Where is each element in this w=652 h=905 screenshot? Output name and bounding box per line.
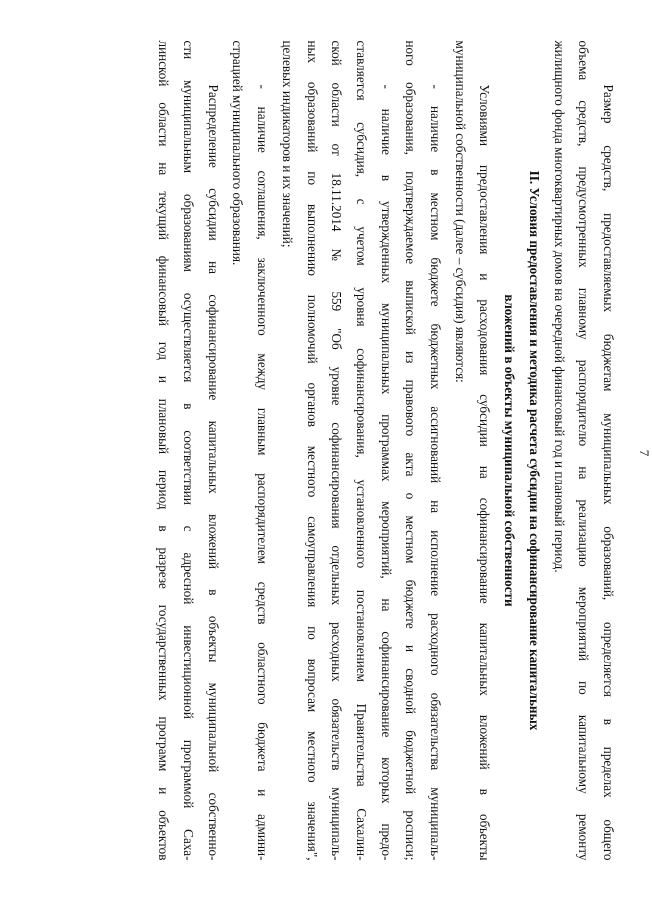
document-body [151, 40, 620, 860]
paragraph-line: муниципальной собственности (далее – субсидия) являются: [452, 40, 468, 383]
paragraph-line: Размер средств, предоставляемых бюджетам муниципальных образований, определяется в пределах общего [601, 84, 616, 860]
paragraph-line: Условиями предоставления и расходования субсидии на софинансирование капитальных вложений в объекты [477, 84, 493, 860]
list-item-line: ных образований по выполнению полномочий органов местного самоуправления по вопросам местного значения", [304, 40, 320, 860]
list-item-line: - наличие в местном бюджете бюджетных ассигнований на исполнение расходного обязательства муниципаль- [428, 84, 444, 860]
paragraph-line: сти муниципальным образованиям осуществляется в соответствии с адресной инвестиционной программой Саха- [181, 40, 197, 860]
paragraph-line: линской области на текущий финансовый год и плановый период в разрезе государственных программ и объектов [156, 40, 172, 860]
section-heading: II. Условия предоставления и методика расчета субсидии на софинансирование капитальных [526, 170, 542, 730]
page-number: 7 [637, 449, 652, 456]
list-item-line: целевых индикаторов и их значений; [279, 40, 295, 248]
section-heading: вложений в объекты муниципальной собственности [502, 293, 518, 607]
list-item-line: - наличие соглашения, заключенного между главным распорядителем средств областного бюджета и админи- [255, 84, 271, 860]
list-item-line: страцией муниципального образования. [230, 40, 246, 265]
list-item-line: ного образования, подтверждаемое выпиской из правового акта о местном бюджете и сводной бюджетной росписи; [403, 40, 419, 860]
list-item-line: ской области от 18.11.2014 № 559 "Об уровне софинансирования отдельных расходных обязательств муниципаль- [329, 40, 345, 860]
paragraph-line: жилищного фонда многоквартирных домов на очередной финансовый год и плановый период. [551, 40, 567, 573]
list-item-line: - наличие в утвержденных муниципальных программах мероприятий, на софинансирование которых предо- [378, 84, 394, 860]
paragraph-line: объема средств, предусмотренных главному распорядителю на реализацию мероприятий по капитальному ремонту [576, 40, 592, 860]
list-item-line: ставляется субсидия, с учетом уровня софинансирования, установленного постановлением Правительства Сахалин- [353, 40, 369, 860]
paragraph-line: Распределение субсидии на софинансирование капитальных вложений в объекты муниципальной собственно- [205, 84, 221, 860]
